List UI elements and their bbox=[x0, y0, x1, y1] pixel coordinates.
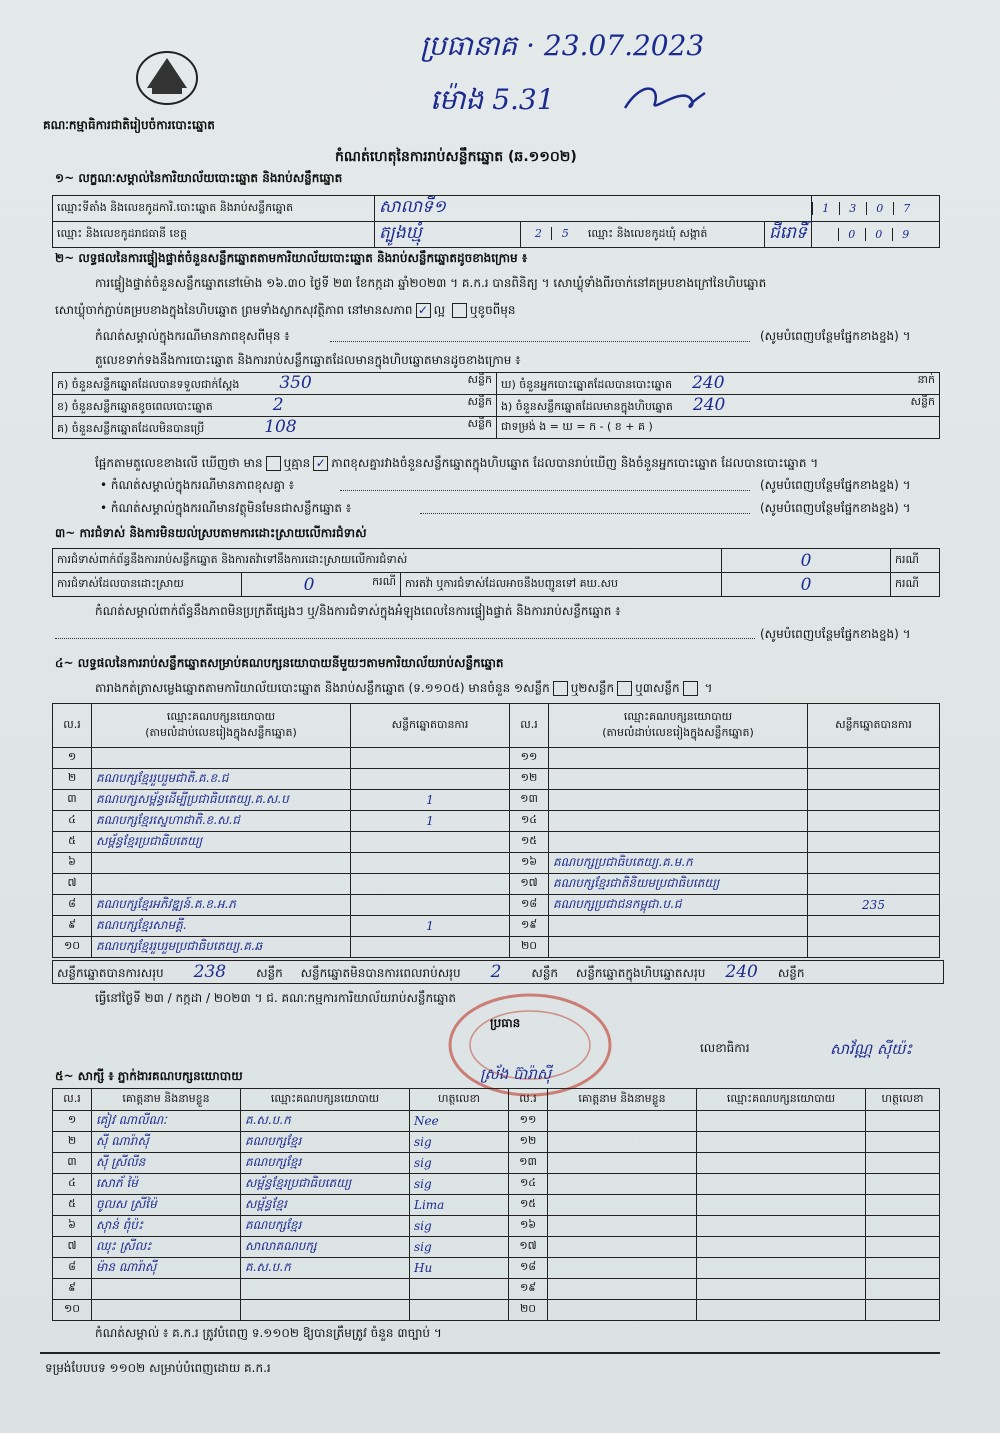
bullet-difference-line bbox=[340, 490, 750, 491]
objection-row2-label: ការជំទាស់ដែលបានដោះស្រាយ bbox=[53, 573, 242, 597]
party-name bbox=[549, 811, 808, 832]
party-votes: 1 bbox=[351, 916, 510, 937]
form-title: កំណត់ហេតុនៃការរាប់សន្លឹកឆ្នោត (ឆ.១១០២) bbox=[335, 149, 577, 165]
party-votes bbox=[808, 916, 940, 937]
witness-no: ៥ bbox=[53, 1195, 92, 1216]
party-row bbox=[53, 769, 940, 790]
witness-party bbox=[241, 1300, 410, 1321]
witness-name bbox=[548, 1279, 697, 1300]
handwritten-time: ម៉ោង 5.31 bbox=[430, 83, 555, 116]
party-no: ១២ bbox=[510, 769, 549, 790]
secretary-signature: សាវ័ណ្ណ ស៊ីយ៉ះ bbox=[830, 1040, 913, 1058]
witness-no: ៦ bbox=[53, 1216, 92, 1237]
party-no: ១៩ bbox=[510, 916, 549, 937]
party-no: ១ bbox=[53, 748, 92, 769]
secretary-label: លេខាធិការ bbox=[700, 1041, 750, 1055]
party-name bbox=[549, 937, 808, 958]
witness-name: ឈុះ ស្រីលះ bbox=[92, 1237, 241, 1258]
has-difference-checkbox[interactable] bbox=[266, 456, 281, 471]
party-votes bbox=[808, 832, 940, 853]
row-g: គ) ចំនួនសន្លឹកឆ្នោតដែលមិនបានប្រើ 108 សន្លឹក bbox=[53, 417, 497, 439]
party-votes bbox=[351, 853, 510, 874]
party-no: ៩ bbox=[53, 916, 92, 937]
witness-row bbox=[53, 1195, 940, 1216]
witness-no: ៩ bbox=[53, 1279, 92, 1300]
party-name bbox=[92, 853, 351, 874]
w-col-party-left: ឈ្មោះគណបក្សនយោបាយ bbox=[241, 1089, 410, 1111]
two-sheet-checkbox[interactable] bbox=[617, 681, 632, 696]
w-col-party-right: ឈ្មោះគណបក្សនយោបាយ bbox=[697, 1089, 866, 1111]
bullet-foreign-line bbox=[420, 513, 750, 514]
witness-table bbox=[52, 1088, 940, 1321]
location-table bbox=[52, 195, 940, 248]
row-k: ក) ចំនួនសន្លឹកឆ្នោតដែលបានទទួលជាក់ស្តែង 350 សន្លឹក bbox=[53, 373, 497, 395]
row-formula: ជាទម្រង់ ង = ឃ = ក - ( ខ + គ ) bbox=[497, 417, 940, 439]
witness-party: គ.ស.ប.ក bbox=[241, 1111, 410, 1132]
witness-no: ១២ bbox=[509, 1132, 548, 1153]
witness-row bbox=[53, 1279, 940, 1300]
witness-party bbox=[697, 1300, 866, 1321]
witness-signature bbox=[866, 1153, 940, 1174]
section3-title: ៣~ ការជំទាស់ និងការមិនយល់ស្របតាមការដោះស្រាយលើការជំទាស់ bbox=[55, 526, 367, 540]
damaged-checkbox[interactable] bbox=[452, 303, 467, 318]
party-votes bbox=[351, 895, 510, 916]
tally-sheet-line: តារាងកត់ត្រាសម្លេងឆ្នោតតាមការិយាល័យបោះឆ្នោត និងរាប់សន្លឹកឆ្នោត (ទ.១១០៥) មានចំនួន ១សន្លឹក ឬ២សន្លឹក ឬ៣សន្លឹក ។ bbox=[95, 681, 713, 695]
w-col-name-right: គោត្តនាម និងនាមខ្លួន bbox=[548, 1089, 697, 1111]
witness-signature: sig bbox=[410, 1153, 509, 1174]
witness-party bbox=[697, 1153, 866, 1174]
party-row bbox=[53, 748, 940, 769]
objection-row2b-label: ការតវ៉ា ឬការជំទាស់ដែលអាចនឹងបញ្ជូនទៅ គឃ.សប bbox=[401, 573, 722, 597]
party-no: ២ bbox=[53, 769, 92, 790]
party-name bbox=[549, 769, 808, 790]
w-col-no-right: ល.រ bbox=[509, 1089, 548, 1111]
witness-row bbox=[53, 1258, 940, 1279]
party-name: គណបក្សខ្មែរជាតិនិយមប្រជាធិបតេយ្យ bbox=[549, 874, 808, 895]
witness-no: ១៥ bbox=[509, 1195, 548, 1216]
witness-no: ១ bbox=[53, 1111, 92, 1132]
location-label: ឈ្មោះទីតាំង និងលេខកូដការិ.បោះឆ្នោត និងរាប់សន្លឹកឆ្នោត bbox=[53, 196, 375, 222]
ballot-figures-table bbox=[52, 372, 940, 439]
witness-party bbox=[697, 1174, 866, 1195]
col-party-left: ឈ្មោះគណបក្សនយោបាយ (តាមលំដាប់លេខរៀងក្នុងសន្លឹកឆ្នោត) bbox=[92, 704, 351, 748]
witness-signature: Lima bbox=[410, 1195, 509, 1216]
witness-signature bbox=[866, 1237, 940, 1258]
witness-signature: sig bbox=[410, 1237, 509, 1258]
party-name bbox=[549, 790, 808, 811]
totals-row: សន្លឹកឆ្នោតបានការសរុប 238 សន្លឹក សន្លឹកឆ្នោតមិនបានការពេលរាប់សរុប 2 សន្លឹក សន្លឹកឆ្នោតក្នុងហិបឆ្នោតសរុប 240 សន្លឹក bbox=[52, 960, 944, 984]
witness-no: ៣ bbox=[53, 1153, 92, 1174]
section4-title: ៤~ លទ្ធផលនៃការរាប់សន្លឹកឆ្នោតសម្រាប់គណបក្សនយោបាយនីមួយៗតាមការិយាល័យរាប់សន្លឹកឆ្នោត bbox=[55, 656, 504, 670]
witness-no: ១៩ bbox=[509, 1279, 548, 1300]
chair-signature: ស្រ័ង ប៊ារ៉ាស៊ី bbox=[480, 1065, 552, 1083]
witness-row bbox=[53, 1111, 940, 1132]
witness-no: ១៧ bbox=[509, 1237, 548, 1258]
section5-title: ៥~ សាក្សី ៖ ភ្នាក់ងារគណបក្សនយោបាយ bbox=[55, 1069, 243, 1083]
w-col-sign-right: ហត្ថលេខា bbox=[866, 1089, 940, 1111]
witness-no: ១១ bbox=[509, 1111, 548, 1132]
party-row bbox=[53, 811, 940, 832]
party-votes bbox=[808, 811, 940, 832]
difference-note-back: (សូមបំពេញបន្ថែមផ្នែកខាងខ្នង) ។ bbox=[760, 329, 911, 343]
witness-name: សោភ័ ម៉ៃ bbox=[92, 1174, 241, 1195]
party-name bbox=[92, 748, 351, 769]
party-votes bbox=[808, 874, 940, 895]
check-paragraph-1: ការផ្ទៀងផ្ទាត់ចំនួនសន្លឹកឆ្នោតនៅម៉ោង ១៦.៣០ ថ្ងៃទី ២៣ ខែកក្កដា ឆ្នាំ២០២៣ ។ គ.ក.រ បានពិនិត្យ ។ សោឃ្លុំទាំងពីរចាក់នៅគម្របខាងក្រៅនៃហិបឆ្នោត bbox=[95, 276, 767, 290]
witness-signature bbox=[866, 1216, 940, 1237]
party-votes bbox=[351, 832, 510, 853]
irregularity-note: កំណត់សម្គាល់ពាក់ព័ន្ធនឹងភាពមិនប្រក្រតីផ្សេងៗ ឬ/និងការជំទាស់ក្នុងអំឡុងពេលនៃការផ្ទៀងផ្ទាត់ និងការរាប់សន្លឹកឆ្នោត ៖ bbox=[95, 604, 621, 618]
party-votes bbox=[808, 937, 940, 958]
party-no: ១៤ bbox=[510, 811, 549, 832]
witness-name bbox=[548, 1216, 697, 1237]
witness-name bbox=[548, 1195, 697, 1216]
witness-name: សុាន់ ពុំប៉ះ bbox=[92, 1216, 241, 1237]
commune-value: ជីរោទិ៍ bbox=[765, 222, 812, 248]
party-votes bbox=[808, 748, 940, 769]
one-sheet-checkbox[interactable] bbox=[553, 681, 568, 696]
party-row bbox=[53, 895, 940, 916]
witness-name bbox=[548, 1237, 697, 1258]
witness-name: ស៊ី ស្រីលីន bbox=[92, 1153, 241, 1174]
col-no-right: ល.រ bbox=[510, 704, 549, 748]
witness-signature bbox=[866, 1300, 940, 1321]
witness-no: ៤ bbox=[53, 1174, 92, 1195]
chair-label: ប្រធាន bbox=[490, 1016, 521, 1030]
party-name: គណបក្សខ្មែរស្នេហាជាតិ.ខ.ស.ជ bbox=[92, 811, 351, 832]
witness-no: ២០ bbox=[509, 1300, 548, 1321]
row-gh: ឃ) ចំនួនអ្នកបោះឆ្នោតដែលបានបោះឆ្នោត 240 នាក់ bbox=[497, 373, 940, 395]
difference-note: កំណត់សម្គាល់ក្នុងករណីមានភាពខុសពីមុន ៖ bbox=[95, 329, 290, 343]
section2-title: ២~ លទ្ធផលនៃការផ្ទៀងផ្ទាត់ចំនួនសន្លឹកឆ្នោតតាមការិយាល័យបោះឆ្នោត និងរាប់សន្លឹកឆ្នោតដូចខាងក្រោម ៖ bbox=[55, 251, 528, 265]
witness-party bbox=[697, 1132, 866, 1153]
party-no: ១៦ bbox=[510, 853, 549, 874]
party-name: សម្ព័ន្ធខ្មែរប្រជាធិបតេយ្យ bbox=[92, 832, 351, 853]
party-row bbox=[53, 853, 940, 874]
witness-name bbox=[92, 1300, 241, 1321]
bullet-difference-note: (សូមបំពេញបន្ថែមផ្នែកខាងខ្នង) ។ bbox=[760, 478, 911, 492]
party-no: ៧ bbox=[53, 874, 92, 895]
three-sheet-checkbox[interactable] bbox=[683, 681, 698, 696]
witness-party: គណបក្សខ្មែរ bbox=[241, 1132, 410, 1153]
witness-party: គ.ស.ប.ក bbox=[241, 1258, 410, 1279]
witness-signature bbox=[866, 1174, 940, 1195]
difference-note-line bbox=[330, 341, 750, 342]
party-votes: 1 bbox=[351, 790, 510, 811]
witness-party: គណបក្សខ្មែរ bbox=[241, 1153, 410, 1174]
witness-name bbox=[548, 1258, 697, 1279]
witness-name: ចូលស ស្រីម៉ៃ bbox=[92, 1195, 241, 1216]
bullet-foreign-object: • កំណត់សម្គាល់ក្នុងករណីមានវត្ថុមិនមែនជាសន្លឹកឆ្នោត ៖ bbox=[100, 501, 352, 515]
witness-signature: sig bbox=[410, 1132, 509, 1153]
witness-party bbox=[697, 1111, 866, 1132]
witness-signature bbox=[866, 1195, 940, 1216]
col-party-right: ឈ្មោះគណបក្សនយោបាយ (តាមលំដាប់លេខរៀងក្នុងសន្លឹកឆ្នោត) bbox=[549, 704, 808, 748]
party-name bbox=[549, 748, 808, 769]
witness-party bbox=[241, 1279, 410, 1300]
w-col-no-left: ល.រ bbox=[53, 1089, 92, 1111]
party-no: ១១ bbox=[510, 748, 549, 769]
objection-row1-value: 0 bbox=[722, 549, 891, 573]
witness-name bbox=[92, 1279, 241, 1300]
party-votes bbox=[351, 748, 510, 769]
party-row bbox=[53, 916, 940, 937]
intact-checkbox[interactable]: ✓ bbox=[416, 303, 431, 318]
witness-row bbox=[53, 1153, 940, 1174]
figures-intro: តួលេខទាក់ទងនឹងការបោះឆ្នោត និងការរាប់សន្លឹកឆ្នោតដែលមានក្នុងហិបឆ្នោតមានដូចខាងក្រោម ៖ bbox=[95, 353, 521, 367]
objections-table bbox=[52, 548, 940, 597]
witness-party bbox=[697, 1237, 866, 1258]
party-votes: 1 bbox=[351, 811, 510, 832]
commune-code: 0 0 9 bbox=[811, 222, 939, 248]
witness-name bbox=[548, 1111, 697, 1132]
party-votes bbox=[351, 769, 510, 790]
objection-row2-value: 0 ករណី bbox=[242, 573, 401, 597]
party-name bbox=[549, 916, 808, 937]
witness-name: ស៊ី ណារ៉ាស៊ី bbox=[92, 1132, 241, 1153]
objection-row1-unit: ករណី bbox=[891, 549, 940, 573]
party-name: គណបក្សសម្ព័ន្ធដើម្បីប្រជាធិបតេយ្យ.គ.ស.ប bbox=[92, 790, 351, 811]
witness-row bbox=[53, 1300, 940, 1321]
section1-title: ១~ លក្ខណៈសម្គាល់នៃការិយាល័យបោះឆ្នោត និងរាប់សន្លឹកឆ្នោត bbox=[55, 171, 343, 185]
footnote: កំណត់សម្គាល់ ៖ គ.ក.រ ត្រូវបំពេញ ទ.១១០២ ឱ្យបានត្រឹមត្រូវ ចំនួន ៣ច្បាប់ ។ bbox=[95, 1326, 442, 1340]
party-name: គណបក្សប្រជាធិបតេយ្យ.គ.ម.ក bbox=[549, 853, 808, 874]
objection-row1-label: ការជំទាស់ពាក់ព័ន្ធនឹងការរាប់សន្លឹកឆ្នោត និងការតវ៉ាទៅនឹងការដោះស្រាយលើការជំទាស់ bbox=[53, 549, 722, 573]
witness-no: ៧ bbox=[53, 1237, 92, 1258]
witness-row bbox=[53, 1174, 940, 1195]
footer-text: ទម្រង់បែបបទ ១១០២ សម្រាប់បំពេញដោយ គ.ក.រ bbox=[45, 1361, 271, 1375]
made-on: ធ្វើនៅថ្ងៃទី ២៣ / កក្កដា / ២០២៣ ។ ជ. គណៈកម្មការការិយាល័យរាប់សន្លឹកឆ្នោត bbox=[95, 991, 457, 1005]
bullet-foreign-note: (សូមបំពេញបន្ថែមផ្នែកខាងខ្នង) ។ bbox=[760, 501, 911, 515]
witness-signature bbox=[866, 1132, 940, 1153]
witness-name: ម៉ាន ណារ៉ាស៊ី bbox=[92, 1258, 241, 1279]
witness-no: ១០ bbox=[53, 1300, 92, 1321]
witness-no: ១៦ bbox=[509, 1216, 548, 1237]
witness-signature: sig bbox=[410, 1174, 509, 1195]
witness-name bbox=[548, 1153, 697, 1174]
party-name: គណបក្សខ្មែររួបរួមជាតិ.គ.ខ.ជ bbox=[92, 769, 351, 790]
check-paragraph-2: សោឃ្លុំចាក់ភ្ជាប់គម្របខាងក្នុងនៃហិបឆ្នោត ព្រមទាំងស្លាកសុវត្ថិភាព នៅមានសភាព ✓ ល្អ ឬខូចពីមុន bbox=[55, 303, 516, 317]
party-votes bbox=[808, 853, 940, 874]
party-votes bbox=[351, 874, 510, 895]
footer-rule bbox=[40, 1352, 940, 1354]
witness-no: ១៨ bbox=[509, 1258, 548, 1279]
party-no: ៥ bbox=[53, 832, 92, 853]
party-votes bbox=[808, 790, 940, 811]
party-name: គណបក្សខ្មែររួបរួមប្រជាធិបតេយ្យ.គ.ឆ bbox=[92, 937, 351, 958]
witness-no: ៨ bbox=[53, 1258, 92, 1279]
party-no: ៣ bbox=[53, 790, 92, 811]
handwritten-signature-top bbox=[620, 78, 710, 118]
col-no-left: ល.រ bbox=[53, 704, 92, 748]
province-value: ត្បូងឃ្មុំ bbox=[375, 222, 521, 248]
w-col-name-left: គោត្តនាម និងនាមខ្លួន bbox=[92, 1089, 241, 1111]
discrepancy-line: ផ្អែកតាមតួលេខខាងលើ ឃើញថា មាន ឬគ្មាន ✓ ភាពខុសគ្នារវាងចំនួនសន្លឹកឆ្នោតក្នុងហិបឆ្នោត ដែលបានរាប់ឃើញ និងចំនួនអ្នកបោះឆ្នោត ដែលបានបោះឆ្នោត ។ bbox=[95, 456, 819, 470]
witness-party bbox=[697, 1258, 866, 1279]
witness-no: ១៤ bbox=[509, 1174, 548, 1195]
col-votes-right: សន្លឹកឆ្នោតបានការ bbox=[808, 704, 940, 748]
witness-name: គៀវ ណាលីណៈ bbox=[92, 1111, 241, 1132]
objection-row2b-value: 0 bbox=[722, 573, 891, 597]
party-row bbox=[53, 832, 940, 853]
witness-signature: Nee bbox=[410, 1111, 509, 1132]
witness-party: សម្ព័ន្ធខ្មែរប្រជាធិបតេយ្យ bbox=[241, 1174, 410, 1195]
witness-row bbox=[53, 1132, 940, 1153]
w-col-sign-left: ហត្ថលេខា bbox=[410, 1089, 509, 1111]
row-ng: ង) ចំនួនសន្លឹកឆ្នោតដែលមានក្នុងហិបឆ្នោត 240 សន្លឹក bbox=[497, 395, 940, 417]
irregularity-line bbox=[55, 638, 755, 639]
party-row bbox=[53, 874, 940, 895]
party-votes bbox=[351, 937, 510, 958]
witness-signature bbox=[866, 1279, 940, 1300]
party-no: ៦ bbox=[53, 853, 92, 874]
party-no: ១៨ bbox=[510, 895, 549, 916]
party-votes bbox=[808, 769, 940, 790]
party-name: គណបក្សខ្មែរអភិវឌ្ឍន៍.គ.ខ.អ.ភ bbox=[92, 895, 351, 916]
witness-no: ១៣ bbox=[509, 1153, 548, 1174]
witness-name bbox=[548, 1300, 697, 1321]
party-name: គណបក្សប្រជាជនកម្ពុជា.ប.ជ bbox=[549, 895, 808, 916]
party-no: ២០ bbox=[510, 937, 549, 958]
objection-row2b-unit: ករណី bbox=[891, 573, 940, 597]
commune-label: 2 5 ឈ្មោះ និងលេខកូដឃុំ សង្កាត់ bbox=[521, 222, 765, 248]
witness-party: សម្ព័ន្ធខ្មែរ bbox=[241, 1195, 410, 1216]
party-name bbox=[549, 832, 808, 853]
witness-party: សាលាគណបក្ស bbox=[241, 1237, 410, 1258]
witness-no: ២ bbox=[53, 1132, 92, 1153]
party-no: ១៥ bbox=[510, 832, 549, 853]
row-kh: ខ) ចំនួនសន្លឹកឆ្នោតខូចពេលបោះឆ្នោត 2 សន្លឹក bbox=[53, 395, 497, 417]
col-votes-left: សន្លឹកឆ្នោតបានការ bbox=[351, 704, 510, 748]
province-label: ឈ្មោះ និងលេខកូដរាជធានី ខេត្ត bbox=[53, 222, 375, 248]
party-no: ១៣ bbox=[510, 790, 549, 811]
party-votes: 235 bbox=[808, 895, 940, 916]
witness-signature bbox=[866, 1111, 940, 1132]
location-value: សាលាទី១ bbox=[375, 196, 812, 222]
party-row bbox=[53, 790, 940, 811]
witness-row bbox=[53, 1237, 940, 1258]
witness-signature bbox=[866, 1258, 940, 1279]
location-code: 1 3 0 7 bbox=[811, 196, 939, 222]
witness-party bbox=[697, 1216, 866, 1237]
witness-signature bbox=[410, 1279, 509, 1300]
witness-row bbox=[53, 1216, 940, 1237]
witness-signature: Hu bbox=[410, 1258, 509, 1279]
party-row bbox=[53, 937, 940, 958]
no-difference-checkbox[interactable]: ✓ bbox=[313, 456, 328, 471]
emblem-logo bbox=[132, 48, 202, 108]
witness-name bbox=[548, 1132, 697, 1153]
party-name bbox=[92, 874, 351, 895]
party-results-table bbox=[52, 703, 940, 958]
handwritten-date: ប្រធានាគ · 23.07.2023 bbox=[420, 29, 705, 62]
witness-signature: sig bbox=[410, 1216, 509, 1237]
party-no: ៨ bbox=[53, 895, 92, 916]
witness-party bbox=[697, 1195, 866, 1216]
party-name: គណបក្សខ្មែរសាមគ្គី. bbox=[92, 916, 351, 937]
witness-name bbox=[548, 1174, 697, 1195]
org-name: គណៈកម្មាធិការជាតិរៀបចំការបោះឆ្នោត bbox=[43, 118, 215, 132]
party-no: ១០ bbox=[53, 937, 92, 958]
witness-party bbox=[697, 1279, 866, 1300]
witness-signature bbox=[410, 1300, 509, 1321]
witness-party: គណបក្សខ្មែរ bbox=[241, 1216, 410, 1237]
party-no: ៤ bbox=[53, 811, 92, 832]
irregularity-note-back: (សូមបំពេញបន្ថែមផ្នែកខាងខ្នង) ។ bbox=[760, 627, 911, 641]
party-no: ១៧ bbox=[510, 874, 549, 895]
bullet-difference: • កំណត់សម្គាល់ក្នុងករណីមានភាពខុសគ្នា ៖ bbox=[100, 478, 295, 492]
